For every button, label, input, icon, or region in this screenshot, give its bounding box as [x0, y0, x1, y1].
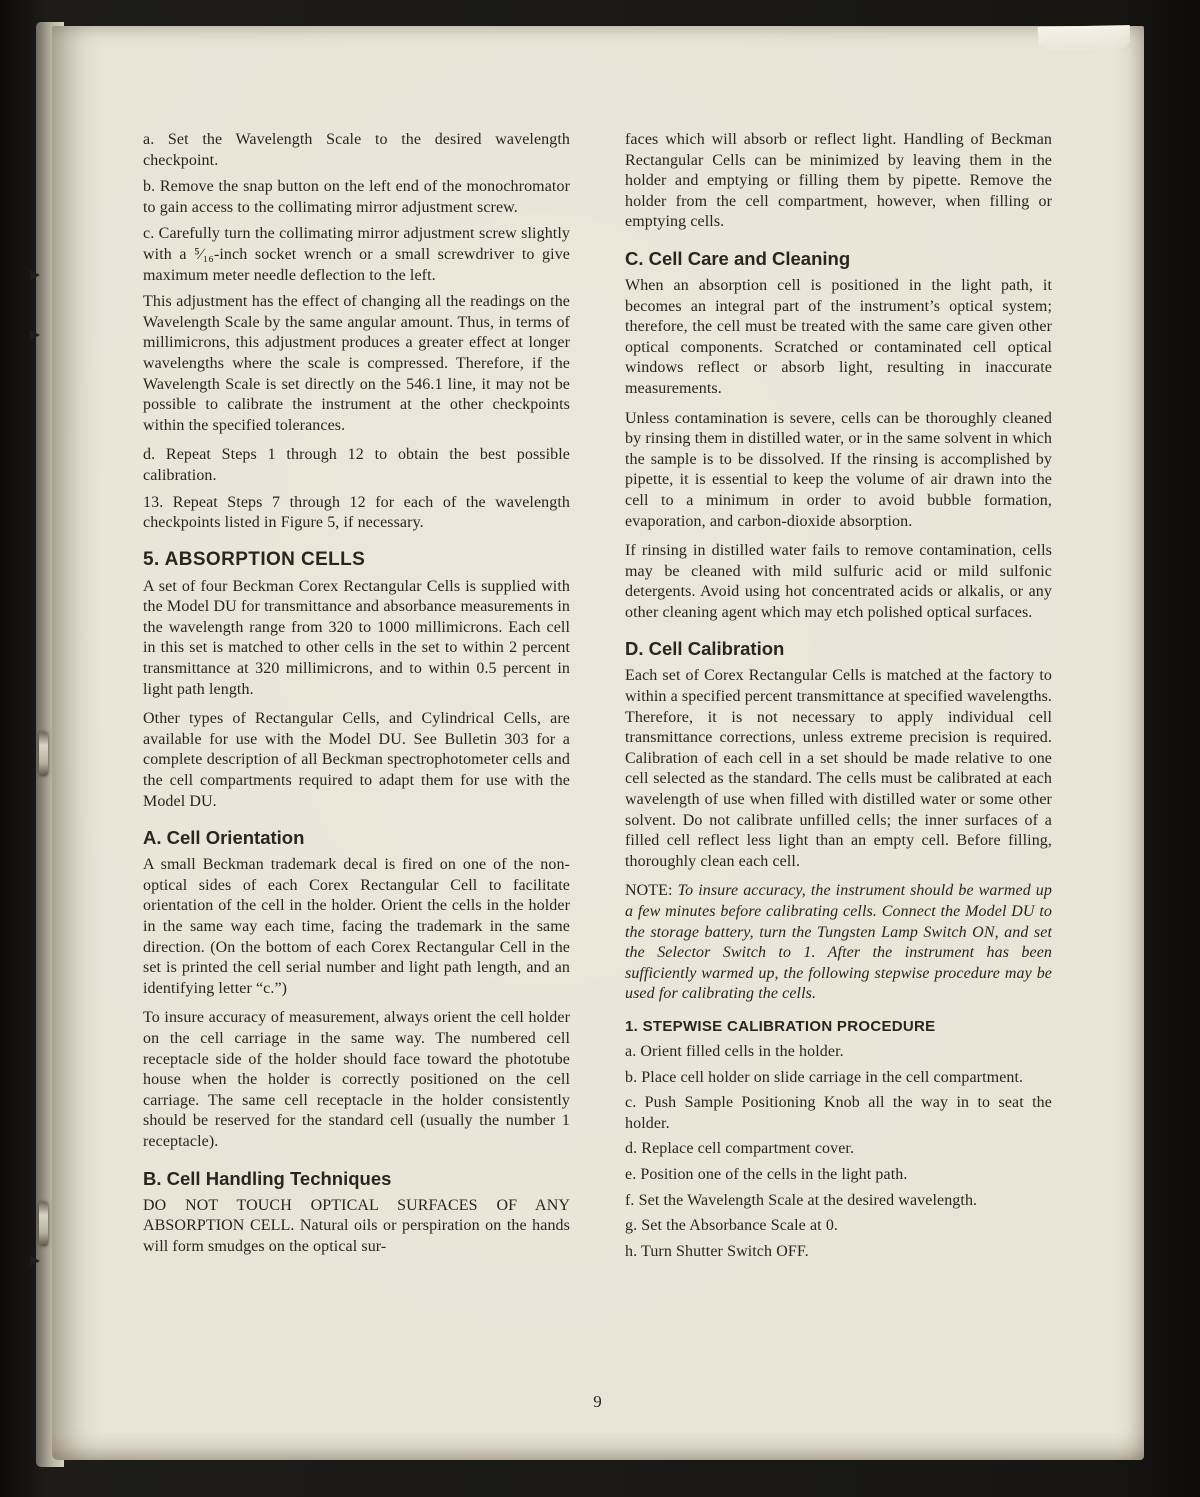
paragraph: DO NOT TOUCH OPTICAL SURFACES OF ANY ABSORPTION CELL. Natural oils or perspiration on the hands will form smudges on the optical sur- — [143, 1196, 570, 1255]
subsection-heading-cell-handling: B. Cell Handling Techniques — [143, 1167, 392, 1189]
list-item: f. Set the Wavelength Scale at the desired wavelength. — [625, 1191, 978, 1209]
binding-mark-icon — [30, 270, 40, 280]
paragraph: When an absorption cell is positioned in the light path, it becomes an integral part of the instrument’s optical system; therefore, the cell must be treated with the same care given other optical components. Scratched or contaminated cell optical windows reflect or absorb light, resulting in inaccurate measurements. — [625, 276, 1052, 397]
list-item: a. Orient filled cells in the holder. — [625, 1042, 844, 1060]
list-item: a. Set the Wavelength Scale to the desired wavelength checkpoint. — [143, 131, 570, 169]
list-item: c. Push Sample Positioning Knob all the way in to seat the holder. — [625, 1094, 1052, 1132]
staple-icon — [39, 732, 48, 776]
page-number: 9 — [593, 1392, 602, 1411]
left-column — [143, 130, 570, 1267]
page-corner-highlight — [1038, 25, 1131, 53]
paragraph: faces which will absorb or reflect light. Handling of Beckman Rectangular Cells can be minimized by leaving them in the holder and emptying or filling them by pipette. Remove the holder from the cell compartment, however, when filling or emptying cells. — [625, 131, 1052, 231]
binding-mark-icon — [30, 330, 40, 340]
list-item: c. Carefully turn the collimating mirror adjustment screw slightly with a ⁵⁄₁₆-inch socket wrench or a small screwdriver to give maximum meter needle deflection to the left. — [143, 225, 570, 284]
document-page — [52, 26, 1144, 1460]
list-item: d. Repeat Steps 1 through 12 to obtain the best possible calibration. — [143, 446, 570, 484]
paragraph: A set of four Beckman Corex Rectangular Cells is supplied with the Model DU for transmittance and absorbance measurements in the wavelength range from 320 to 1000 millimicrons. Each cell in this set is matched to other cells in the set to within 2 percent transmittance at 320 millimicrons, and to within 0.5 percent in light path length. — [143, 577, 570, 698]
note-paragraph — [625, 881, 1052, 1005]
subsection-heading-cell-care: C. Cell Care and Cleaning — [625, 247, 851, 269]
paragraph: Other types of Rectangular Cells, and Cylindrical Cells, are available for use with the Model DU. See Bulletin 303 for a complete description of all Beckman spectrophotometer cells and the cell compartments required to adapt them for use with the Model DU. — [143, 710, 570, 810]
paragraph: Unless contamination is severe, cells can be thoroughly cleaned by rinsing them in distilled water, or in the same solvent in which the sample is to be dissolved. If the rinsing is accomplished by pipette, it is essential to keep the volume of air drawn into the cell to a minimum in order to avoid bubble formation, evaporation, and carbon-dioxide absorption. — [625, 409, 1052, 530]
procedure-heading-stepwise-calibration: 1. STEPWISE CALIBRATION PROCEDURE — [625, 1017, 936, 1035]
list-item: d. Replace cell compartment cover. — [625, 1140, 855, 1158]
paragraph: A small Beckman trademark decal is fired on one of the non-optical sides of each Corex Rectangular Cell to facilitate orientation of the cell in the holder. Orient the cells in the holder in the same way each time, facing the trademark in the same direction. (On the bottom of each Corex Rectangular Cell in the set is printed the cell serial number and light path length, and an identifying letter “c.”) — [143, 856, 570, 997]
right-column — [625, 130, 1052, 1267]
binding-mark-icon — [30, 1256, 40, 1266]
list-item: g. Set the Absorbance Scale at 0. — [625, 1217, 839, 1235]
paragraph: This adjustment has the effect of changing all the readings on the Wavelength Scale by the same angular amount. Thus, in terms of millimicrons, this adjustment produces a greater effect at longer wavelengths where the scale is compressed. Therefore, if the Wavelength Scale is set directly on the 546.1 line, it may not be possible to calibrate the instrument at the other checkpoints within the specified tolerances. — [143, 293, 570, 434]
text-columns — [143, 130, 1052, 1267]
section-heading-absorption-cells: 5. ABSORPTION CELLS — [143, 548, 366, 570]
subsection-heading-cell-calibration: D. Cell Calibration — [625, 638, 785, 660]
list-item: b. Remove the snap button on the left end of the monochromator to gain access to the collimating mirror adjustment screw. — [143, 178, 570, 216]
list-item: 13. Repeat Steps 7 through 12 for each of the wavelength checkpoints listed in Figure 5, if necessary. — [143, 493, 570, 532]
note-label: NOTE: — [625, 882, 678, 900]
list-item: b. Place cell holder on slide carriage in the cell compartment. — [625, 1068, 1024, 1086]
staple-icon — [39, 1202, 48, 1246]
list-item: h. Turn Shutter Switch OFF. — [625, 1242, 809, 1260]
note-text: To insure accuracy, the instrument should be warmed up a few minutes before calibrating cells. Connect the Model DU to the storage battery, turn the Tungsten Lamp Switch ON, and set the Selector Switch to 1. After the instrument has been sufficiently warmed up, the following stepwise procedure may be used for calibrating the cells. — [625, 882, 1052, 1003]
paragraph: Each set of Corex Rectangular Cells is matched at the factory to within a specified percent transmittance at specified wavelengths. Therefore, it is not necessary to apply individual cell transmittance corrections, unless extreme precision is required. Calibration of each cell in a set should be made relative to one cell selected as the standard. The cells must be calibrated at each wavelength of use when filled with distilled water or some other solvent. Do not calibrate unfilled cells; the inner surfaces of a filled cell reflect less light than an empty cell. Before filling, thoroughly clean each cell. — [625, 667, 1052, 870]
subsection-heading-cell-orientation: A. Cell Orientation — [143, 827, 305, 849]
paragraph: To insure accuracy of measurement, always orient the cell holder on the cell carriage in the same way. The numbered cell receptacle side of the holder should face toward the phototube house when the holder is correctly positioned on the cell carriage. The same cell receptacle in the holder consistently should be reserved for the standard cell (usually the number 1 receptacle). — [143, 1009, 570, 1150]
list-item: e. Position one of the cells in the light path. — [625, 1165, 908, 1183]
paragraph: If rinsing in distilled water fails to remove contamination, cells may be cleaned with mild sulfuric acid or mild sulfonic detergents. Avoid using hot concentrated acids or alkalis, or any other cleaning agent which may etch polished optical surfaces. — [625, 542, 1052, 621]
